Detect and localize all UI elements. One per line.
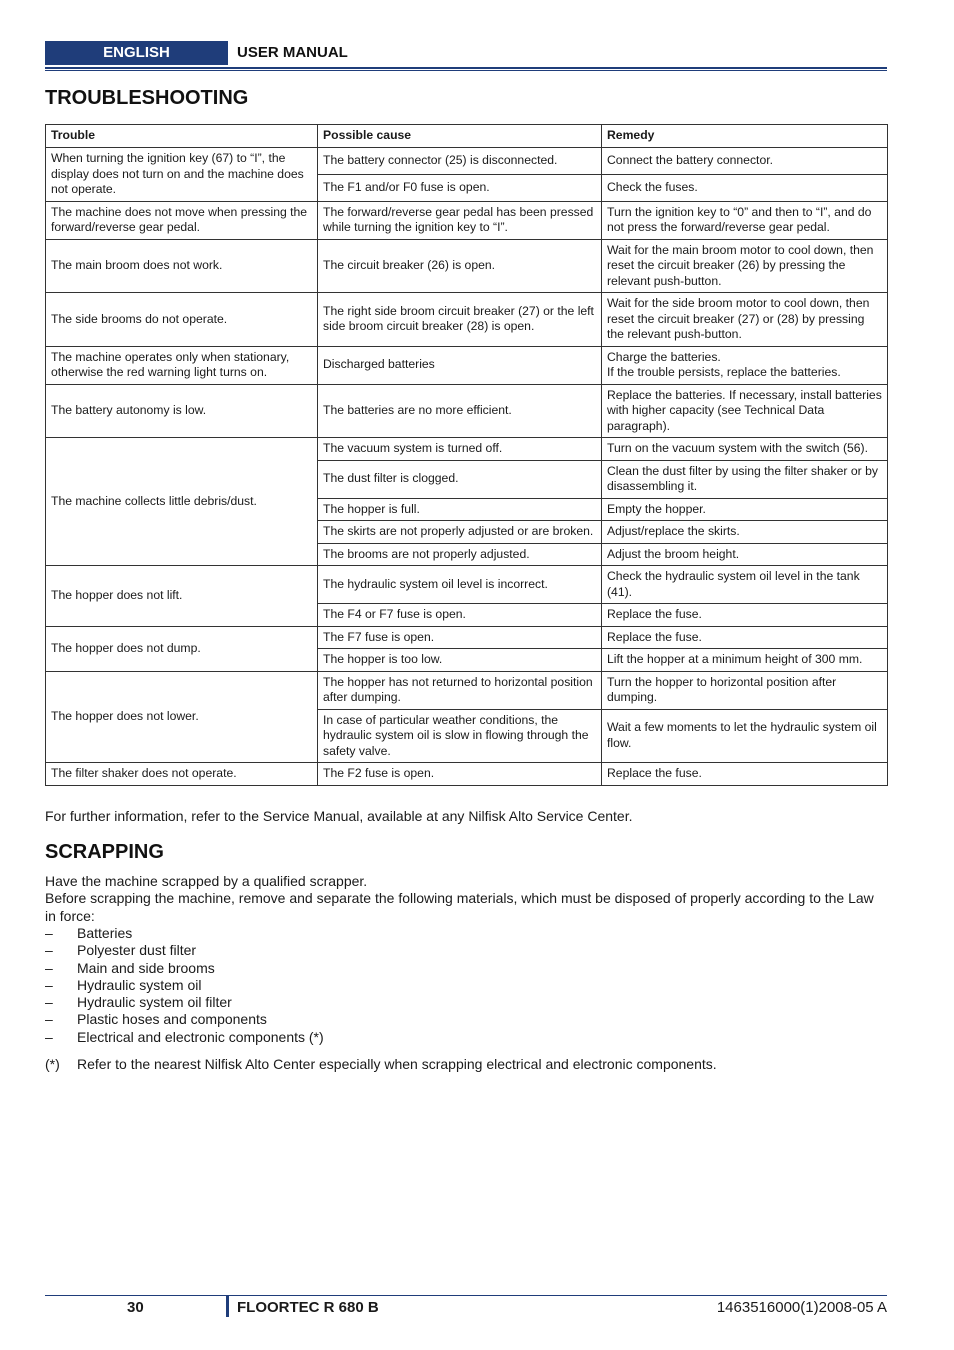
remedy-cell: Wait for the side broom motor to cool down, then reset the circuit breaker (27) or (28) by pressing the relevant push-button. (602, 293, 888, 347)
list-item-text: Batteries (77, 925, 133, 941)
table-row (46, 201, 888, 239)
footnote-marker: (*) (45, 1056, 60, 1072)
page-header (45, 41, 887, 67)
list-item-text: Polyester dust filter (77, 942, 197, 959)
footer-rule (45, 1295, 887, 1296)
cause-cell: The F1 and/or F0 fuse is open. (318, 174, 602, 201)
scrapping-intro-line-2: Before scrapping the machine, remove and separate the following materials, which must be disposed of properly according to the Law in force: (45, 890, 874, 924)
list-item-text: Main and side brooms (77, 959, 215, 976)
document-title: USER MANUAL (237, 44, 348, 61)
remedy-cell: Adjust/replace the skirts. (602, 521, 888, 544)
remedy-cell: Turn on the vacuum system with the switch (56). (602, 438, 888, 461)
cause-cell: The F4 or F7 fuse is open. (318, 604, 602, 627)
remedy-cell: Empty the hopper. (602, 498, 888, 521)
remedy-cell: Lift the hopper at a minimum height of 300 mm. (602, 649, 888, 672)
trouble-cell: The machine does not move when pressing the forward/reverse gear pedal. (46, 201, 318, 239)
list-dash: – (45, 925, 53, 941)
scrapping-materials-list (45, 925, 324, 1046)
list-dash: – (45, 1028, 53, 1045)
list-item (45, 994, 324, 1011)
cause-cell: Discharged batteries (318, 346, 602, 384)
list-dash: – (45, 994, 53, 1011)
list-dash: – (45, 1011, 53, 1028)
cause-cell: The vacuum system is turned off. (318, 438, 602, 461)
cause-cell: The F2 fuse is open. (318, 763, 602, 786)
header-rule-thin (45, 70, 887, 71)
cause-cell: The battery connector (25) is disconnected. (318, 148, 602, 175)
troubleshooting-heading: TROUBLESHOOTING (45, 87, 249, 109)
scrapping-intro-line-1: Have the machine scrapped by a qualified scrapper. (45, 873, 368, 889)
remedy-cell: Turn the ignition key to “0” and then to “I”, and do not press the forward/reverse gear pedal. (602, 201, 888, 239)
footer-divider (226, 1296, 229, 1317)
remedy-cell: Clean the dust filter by using the filter shaker or by disassembling it. (602, 460, 888, 498)
table-row (46, 346, 888, 384)
document-code: 1463516000(1)2008-05 A (716, 1299, 887, 1316)
trouble-cell: The hopper does not dump. (46, 626, 318, 671)
model-name: FLOORTEC R 680 B (237, 1299, 379, 1316)
cause-cell: The dust filter is clogged. (318, 460, 602, 498)
list-dash: – (45, 976, 53, 993)
remedy-cell: Charge the batteries. If the trouble persists, replace the batteries. (602, 346, 888, 384)
trouble-cell: The hopper does not lift. (46, 566, 318, 627)
list-dash: – (45, 942, 53, 959)
table-row (46, 384, 888, 438)
trouble-cell: The battery autonomy is low. (46, 384, 318, 438)
table-row (46, 763, 888, 786)
further-info-note: For further information, refer to the Service Manual, available at any Nilfisk Alto Service Center. (45, 808, 633, 824)
trouble-cell: The filter shaker does not operate. (46, 763, 318, 786)
cause-cell: The hopper is full. (318, 498, 602, 521)
list-item-text: Hydraulic system oil filter (77, 994, 232, 1011)
column-header-remedy: Remedy (602, 125, 888, 148)
scrapping-intro (45, 873, 887, 925)
scrapping-heading: SCRAPPING (45, 841, 164, 863)
page-number: 30 (127, 1299, 144, 1316)
table-row (46, 293, 888, 347)
list-item-text: Plastic hoses and components (77, 1011, 267, 1028)
list-item (45, 1029, 324, 1046)
trouble-cell: The main broom does not work. (46, 239, 318, 293)
cause-cell: In case of particular weather conditions, the hydraulic system oil is slow in flowing through the safety valve. (318, 709, 602, 763)
trouble-cell: The side brooms do not operate. (46, 293, 318, 347)
table-row (46, 626, 888, 649)
header-rule (45, 67, 887, 69)
trouble-cell: The hopper does not lower. (46, 671, 318, 763)
cause-cell: The hopper has not returned to horizontal position after dumping. (318, 671, 602, 709)
footnote-text: Refer to the nearest Nilfisk Alto Center especially when scrapping electrical and electronic components. (77, 1056, 717, 1072)
cause-cell: The brooms are not properly adjusted. (318, 543, 602, 566)
remedy-cell: Replace the fuse. (602, 604, 888, 627)
list-item-text: Hydraulic system oil (77, 976, 202, 993)
remedy-cell: Wait for the main broom motor to cool down, then reset the circuit breaker (26) by pressing the relevant push-button. (602, 239, 888, 293)
remedy-cell: Adjust the broom height. (602, 543, 888, 566)
cause-cell: The hydraulic system oil level is incorrect. (318, 566, 602, 604)
list-item (45, 960, 324, 977)
table-row (46, 671, 888, 709)
trouble-cell: The machine collects little debris/dust. (46, 438, 318, 566)
remedy-cell: Wait a few moments to let the hydraulic system oil flow. (602, 709, 888, 763)
trouble-cell: The machine operates only when stationary, otherwise the red warning light turns on. (46, 346, 318, 384)
list-item (45, 977, 324, 994)
cause-cell: The right side broom circuit breaker (27) or the left side broom circuit breaker (28) is open. (318, 293, 602, 347)
table-body (46, 148, 888, 786)
table-row (46, 438, 888, 461)
remedy-cell: Check the hydraulic system oil level in the tank (41). (602, 566, 888, 604)
cause-cell: The forward/reverse gear pedal has been pressed while turning the ignition key to “I”. (318, 201, 602, 239)
cause-cell: The hopper is too low. (318, 649, 602, 672)
language-label: ENGLISH (45, 41, 228, 65)
list-item (45, 1011, 324, 1028)
remedy-cell: Check the fuses. (602, 174, 888, 201)
cause-cell: The skirts are not properly adjusted or are broken. (318, 521, 602, 544)
remedy-cell: Connect the battery connector. (602, 148, 888, 175)
list-item-text: Electrical and electronic components (*) (77, 1028, 324, 1045)
cause-cell: The F7 fuse is open. (318, 626, 602, 649)
remedy-cell: Replace the batteries. If necessary, install batteries with higher capacity (see Technical Data paragraph). (602, 384, 888, 438)
troubleshooting-table (45, 124, 888, 786)
list-item (45, 942, 324, 959)
remedy-cell: Replace the fuse. (602, 763, 888, 786)
table-row (46, 239, 888, 293)
cause-cell: The batteries are no more efficient. (318, 384, 602, 438)
remedy-cell: Replace the fuse. (602, 626, 888, 649)
column-header-trouble: Trouble (46, 125, 318, 148)
table-header-row (46, 125, 888, 148)
table-row (46, 148, 888, 175)
trouble-cell: When turning the ignition key (67) to “I”, the display does not turn on and the machine does not operate. (46, 148, 318, 202)
column-header-cause: Possible cause (318, 125, 602, 148)
list-dash: – (45, 959, 53, 976)
cause-cell: The circuit breaker (26) is open. (318, 239, 602, 293)
table-row (46, 566, 888, 604)
remedy-cell: Turn the hopper to horizontal position after dumping. (602, 671, 888, 709)
list-item (45, 925, 324, 942)
